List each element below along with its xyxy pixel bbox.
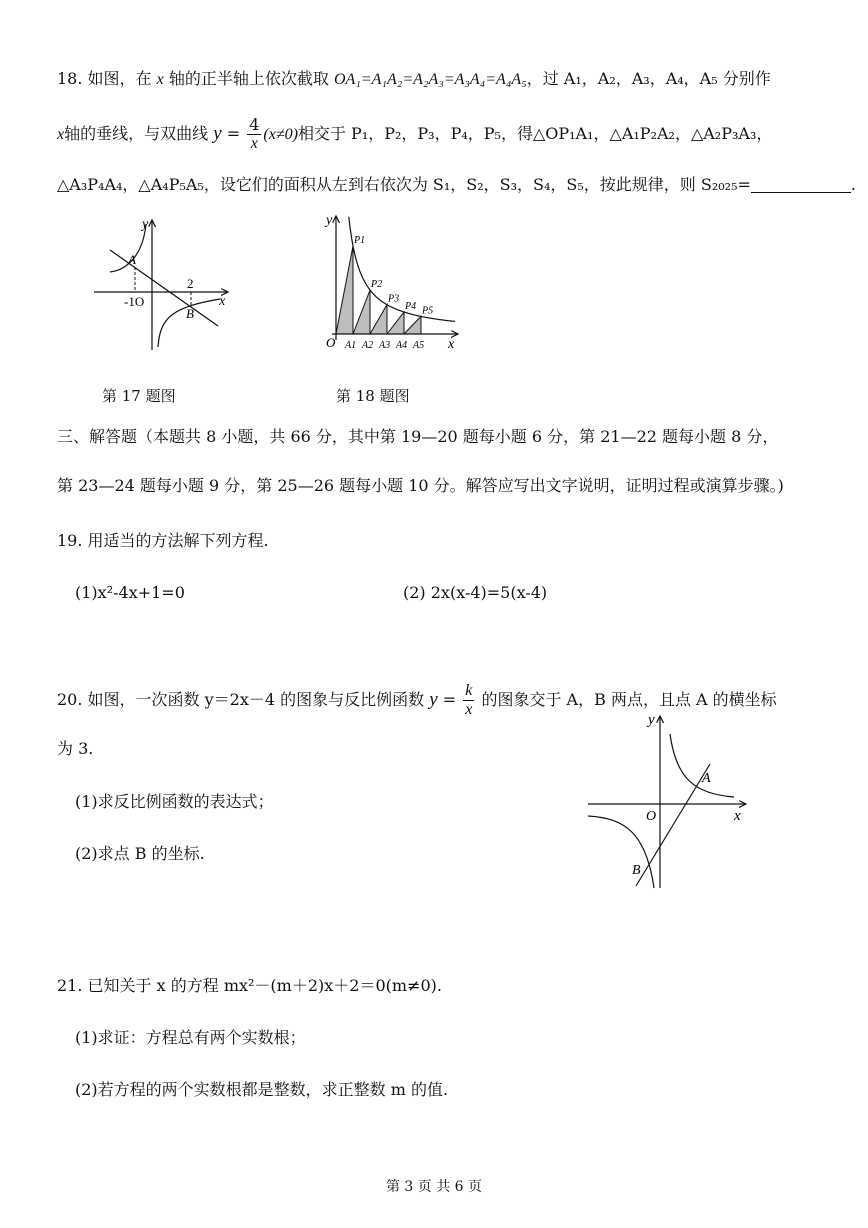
fig18-label-p4: P4 <box>405 301 417 312</box>
q18-line2 <box>57 116 772 153</box>
q20-line1-b: 的图象交于 A，B 两点，且点 A 的横坐标 <box>481 690 777 709</box>
q18-curve-y: y <box>213 123 222 144</box>
fig17-label-x: x <box>219 294 226 309</box>
fig18-label-p2: P2 <box>371 279 383 290</box>
q19-part1: (1)x²-4x+1=0 <box>75 583 185 602</box>
q18-curve-cond: (x≠0) <box>263 126 298 143</box>
fig18-label-O: O <box>326 335 336 350</box>
fig18-label-a4: A4 <box>396 340 408 351</box>
q18-line3-end: . <box>850 175 857 194</box>
page-footer: 第 3 页 共 6 页 <box>385 1179 483 1195</box>
q18-line3 <box>57 174 856 196</box>
section3-line2: 第 23—24 题每小题 9 分，第 25—26 题每小题 10 分。解答应写出文字说明，证明过程或演算步骤。) <box>57 476 784 495</box>
q18-segment-sequence: OA₁=A₁A₂=A₂A₃=A₃A₄=A₄A₅ <box>333 71 527 88</box>
fig20-label-A: A <box>702 771 711 786</box>
q18-line3-text: △A₃P₄A₄，△A₄P₅A₅，设它们的面积从左到右依次为 S₁，S₂，S₃，S₄，S₅，按此规律，则 S₂₀₂₅= <box>57 175 751 194</box>
fig17-label-2: 2 <box>187 276 194 291</box>
q20-line2: 为 3. <box>57 739 94 758</box>
fig18-triangle-4 <box>387 312 404 334</box>
fig20-line <box>636 764 710 886</box>
fig20-curve-upper <box>670 734 734 797</box>
q18-line1-prefix: 18. 如图，在 <box>57 69 152 88</box>
q18-curve-eq: = <box>221 124 246 143</box>
fig18-label-p5: P5 <box>422 305 434 317</box>
q18-x-var: x <box>156 71 164 88</box>
fig18-triangle-2 <box>353 290 370 334</box>
q20-line1-a: 20. 如图，一次函数 y＝2x－4 的图象与反比例函数 <box>57 690 425 709</box>
q20-part1: (1)求反比例函数的表达式； <box>75 792 274 811</box>
q18-line2-a: 轴的垂线，与双曲线 <box>64 124 209 143</box>
q20-part2: (2)求点 B 的坐标. <box>75 844 205 863</box>
fig18-label-p1: P1 <box>354 235 366 246</box>
fig17-diagram <box>88 212 238 357</box>
fig18-triangle-3 <box>370 305 387 334</box>
fig18-label-p3: P3 <box>388 293 400 305</box>
q20-k-fraction <box>463 682 474 719</box>
fig18-label-a1: A1 <box>345 340 357 351</box>
fig18-caption: 第 18 题图 <box>336 387 410 405</box>
q18-curve-den: x <box>250 135 258 152</box>
fig18-label-x: x <box>448 337 455 352</box>
fig17-label-m1O: -1O <box>124 294 145 309</box>
fig18-label-a5: A5 <box>413 340 425 351</box>
q18-line1-suffix: ，过 A₁，A₂，A₃，A₄，A₅ 分别作 <box>526 69 771 88</box>
q19-title: 19. 用适当的方法解下列方程. <box>57 531 269 550</box>
fig18-triangle-1 <box>336 246 353 334</box>
fig20-label-y: y <box>648 712 655 728</box>
fig18-label-y: y <box>326 213 333 228</box>
q21-part2: (2)若方程的两个实数根都是整数，求正整数 m 的值. <box>75 1080 449 1099</box>
q20-k-den: x <box>465 701 473 718</box>
q19-part2: (2) 2x(x-4)=5(x-4) <box>403 583 548 602</box>
fig20-label-B: B <box>632 863 641 878</box>
fig18-label-a2: A2 <box>362 340 374 351</box>
q18-line1-mid: 轴的正半轴上依次截取 <box>168 69 329 88</box>
q18-answer-blank[interactable] <box>751 176 851 193</box>
q18-curve-num: 4 <box>249 115 260 134</box>
fig18-triangle-5 <box>404 316 421 334</box>
section3-line1: 三、解答题（本题共 8 小题，共 66 分，其中第 19—20 题每小题 6 分，第 21—22 题每小题 8 分， <box>57 427 779 446</box>
fig17-caption: 第 17 题图 <box>102 387 176 405</box>
q18-line2-b: 相交于 P₁，P₂，P₃，P₄，P₅，得△OP₁A₁，△A₁P₂A₂，△A₂P₃A₃， <box>297 124 773 143</box>
fig18-diagram <box>306 210 466 358</box>
fig20-label-x: x <box>734 808 741 824</box>
q18-x-var-2: x <box>57 126 65 143</box>
q21-part1: (1)求证：方程总有两个实数根； <box>75 1028 306 1047</box>
fig20-label-O: O <box>646 809 657 824</box>
fig20-diagram <box>584 712 754 892</box>
fig17-label-B: B <box>186 306 194 321</box>
q18-curve-fraction <box>247 116 261 153</box>
fig17-label-A: A <box>128 252 136 267</box>
fig17-line <box>110 250 218 326</box>
q18-line1 <box>57 68 771 91</box>
q20-k-num: k <box>465 682 473 699</box>
q20-k-y: y <box>429 689 438 710</box>
fig17-label-y: y <box>142 217 149 232</box>
q21-title: 21. 已知关于 x 的方程 mx²－(m＋2)x＋2＝0(m≠0). <box>57 976 442 995</box>
fig18-label-a3: A3 <box>379 340 391 351</box>
q20-k-eq: = <box>437 690 462 709</box>
fig20-curve-lower <box>588 816 654 888</box>
